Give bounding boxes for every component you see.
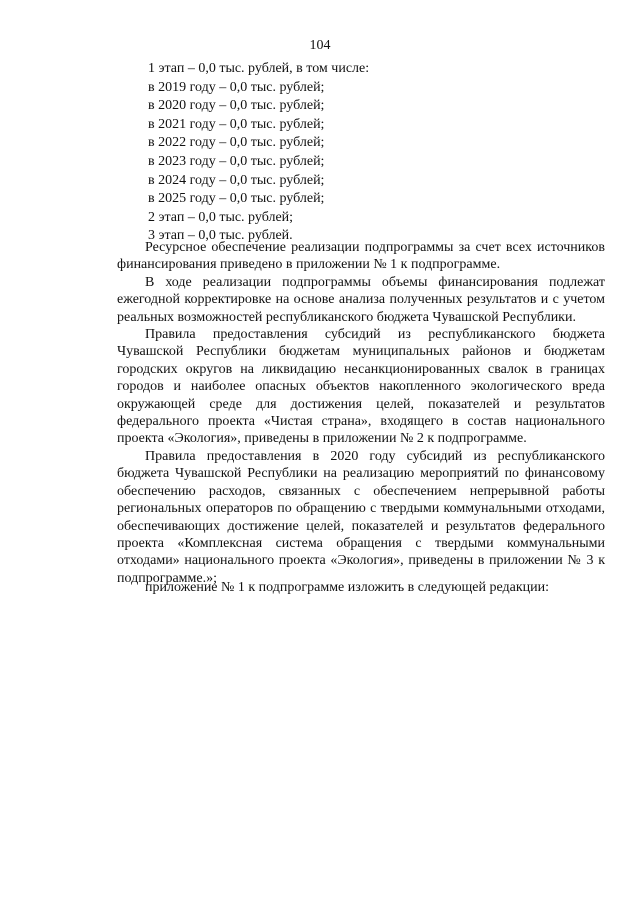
- funding-line: в 2024 году – 0,0 тыс. рублей;: [148, 172, 325, 188]
- funding-line: в 2019 году – 0,0 тыс. рублей;: [148, 79, 325, 95]
- funding-line: в 2021 году – 0,0 тыс. рублей;: [148, 116, 325, 132]
- paragraph-resource-provision: Ресурсное обеспечение реализации подпрограммы за счет всех источников финансирования приведено в приложении № 1 к подпрограмме.: [117, 240, 605, 273]
- body-text: [117, 239, 605, 587]
- funding-line: 2 этап – 0,0 тыс. рублей;: [148, 209, 294, 225]
- paragraph-subsidy-rules-clean-country: Правила предоставления субсидий из республиканского бюджета Чувашской Республики бюджетам муниципальных районов и бюджетам городских округов на ликвидацию несанкционированных свалок в границах городов и наиболее опасных объектов накопленного экологического вреда окружающей среде для достижения целей, показателей и результатов федерального проекта «Чистая страна», входящего в состав национального проекта «Экология», приведены в приложении № 2 к подпрограмме.: [117, 327, 605, 447]
- paragraph-annual-adjustment: В ходе реализации подпрограммы объемы финансирования подлежат ежегодной корректировке на основе анализа полученных результатов и с учетом реальных возможностей республиканского бюджета Чувашской Республики.: [117, 274, 605, 325]
- funding-line: 1 этап – 0,0 тыс. рублей, в том числе:: [148, 61, 370, 76]
- funding-line: в 2020 году – 0,0 тыс. рублей;: [148, 98, 325, 114]
- page-number: 104: [309, 38, 331, 53]
- funding-list: [148, 60, 369, 246]
- closing-instruction: приложение № 1 к подпрограмме изложить в следующей редакции:: [145, 580, 550, 595]
- funding-line: в 2025 году – 0,0 тыс. рублей;: [148, 191, 325, 207]
- funding-line: 3 этап – 0,0 тыс. рублей.: [148, 228, 293, 244]
- paragraph-subsidy-rules-waste-operators: Правила предоставления в 2020 году субсидий из республиканского бюджета Чувашской Республики на реализацию мероприятий по финансовому обеспечению расходов, связанных с обеспечением непрерывной работы региональных операторов по обращению с твердыми коммунальными отходами, обеспечивающих достижение целей, показателей и результатов федерального проекта «Комплексная система обращения с твердыми коммунальными отходами» национального проекта «Экология», приведены в приложении № 3 к подпрограмме.»;: [117, 448, 605, 586]
- funding-line: в 2022 году – 0,0 тыс. рублей;: [148, 135, 325, 151]
- funding-line: в 2023 году – 0,0 тыс. рублей;: [148, 153, 325, 169]
